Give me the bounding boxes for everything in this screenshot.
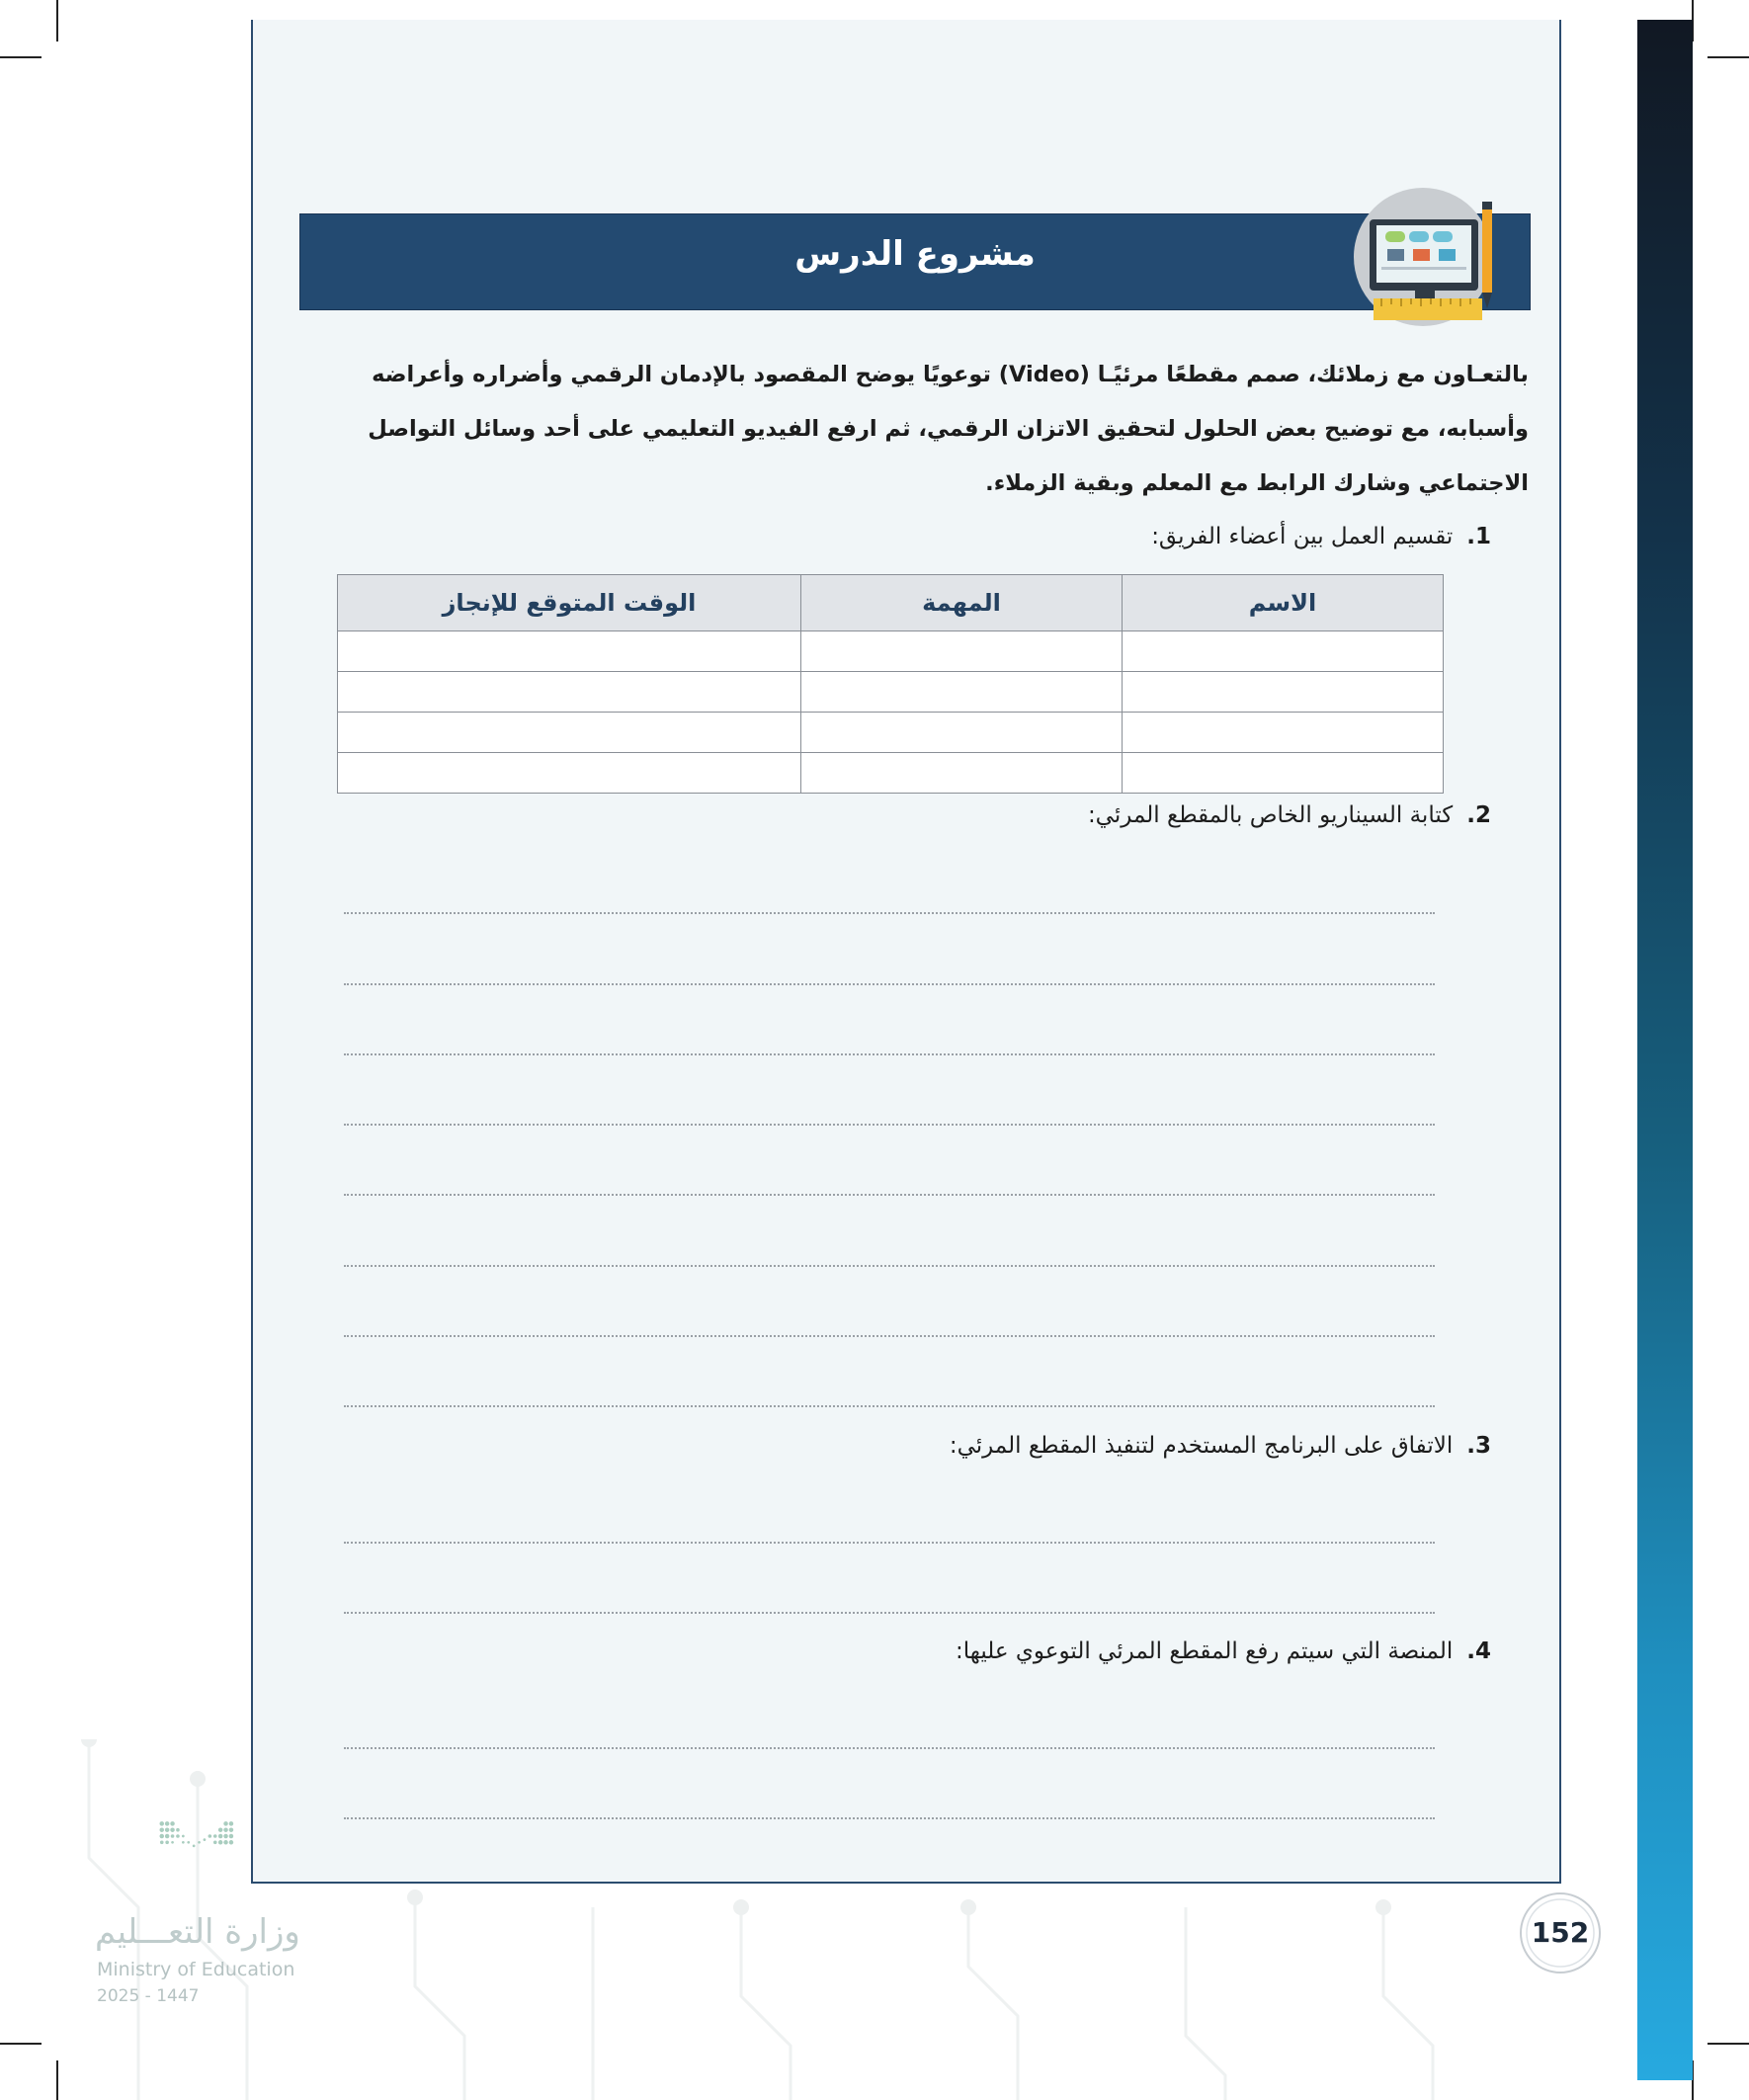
banner-title: مشروع الدرس (794, 234, 1036, 274)
team-task-table (337, 574, 1444, 794)
writing-line[interactable] (344, 1405, 1435, 1407)
task-cell[interactable] (801, 631, 1123, 672)
crop-mark (0, 56, 42, 58)
time-cell[interactable] (338, 753, 801, 794)
writing-line[interactable] (344, 1335, 1435, 1337)
ministry-name-english: Ministry of Education (97, 1959, 295, 1980)
header-name: الاسم (1123, 575, 1444, 631)
task-cell[interactable] (801, 713, 1123, 753)
computer-monitor-pencil-ruler-icon (1352, 188, 1500, 331)
writing-line[interactable] (344, 1542, 1435, 1544)
question-4 (956, 1638, 1491, 1664)
name-cell[interactable] (1123, 753, 1444, 794)
question-text: المنصة التي سيتم رفع المقطع المرئي التوعوي عليها: (955, 1638, 1454, 1664)
page-number: 152 (1531, 1916, 1590, 1949)
writing-line[interactable] (344, 1053, 1435, 1055)
time-cell[interactable] (338, 672, 801, 713)
crop-mark (56, 0, 58, 42)
task-cell[interactable] (801, 753, 1123, 794)
writing-line[interactable] (344, 1265, 1435, 1267)
writing-line[interactable] (344, 912, 1435, 914)
name-cell[interactable] (1123, 713, 1444, 753)
writing-line[interactable] (344, 1612, 1435, 1614)
question-3 (950, 1433, 1491, 1459)
intro-line: وأسبابه، مع توضيح بعض الحلول لتحقيق الاتزان الرقمي، ثم ارفع الفيديو التعليمي على أحد وسائل التواصل (368, 416, 1529, 442)
writing-line[interactable] (344, 1747, 1435, 1749)
question-text: الاتفاق على البرنامج المستخدم لتنفيذ المقطع المرئي: (949, 1433, 1454, 1459)
side-gradient-bar (1637, 20, 1693, 2080)
question-text: كتابة السيناريو الخاص بالمقطع المرئي: (1087, 802, 1454, 828)
question-2 (1088, 802, 1491, 828)
time-cell[interactable] (338, 713, 801, 753)
intro-line: بالتعـاون مع زملائك، صمم مقطعًا مرئيًـا (Video) توعويًا يوضح المقصود بالإدمان الرقمي وأضراره وأعراضه (372, 362, 1529, 387)
ministry-name-arabic: وزارة التعـــليم (95, 1912, 300, 1952)
writing-line[interactable] (344, 1194, 1435, 1196)
lesson-project-banner (299, 213, 1531, 310)
table-row (338, 631, 1444, 672)
ministry-dots-logo (95, 1818, 322, 1907)
writing-line[interactable] (344, 1124, 1435, 1126)
question-number: 4. (1466, 1638, 1491, 1664)
crop-mark (1707, 2043, 1749, 2045)
table-row (338, 672, 1444, 713)
writing-line[interactable] (344, 1817, 1435, 1819)
table-row (338, 713, 1444, 753)
time-cell[interactable] (338, 631, 801, 672)
name-cell[interactable] (1123, 672, 1444, 713)
question-number: 2. (1466, 802, 1491, 828)
question-number: 3. (1466, 1433, 1491, 1459)
header-expected-time: الوقت المتوقع للإنجاز (338, 575, 801, 631)
academic-year: 2025 - 1447 (97, 1986, 200, 2006)
intro-line: الاجتماعي وشارك الرابط مع المعلم وبقية الزملاء. (985, 470, 1529, 496)
table-row (338, 753, 1444, 794)
question-1 (1151, 524, 1491, 549)
task-cell[interactable] (801, 672, 1123, 713)
name-cell[interactable] (1123, 631, 1444, 672)
question-number: 1. (1466, 524, 1491, 549)
header-task: المهمة (801, 575, 1123, 631)
intro-paragraph (299, 348, 1529, 511)
question-text: تقسيم العمل بين أعضاء الفريق: (1151, 524, 1454, 549)
page-number-badge (1517, 1890, 1604, 1976)
writing-line[interactable] (344, 983, 1435, 985)
crop-mark (1707, 56, 1749, 58)
